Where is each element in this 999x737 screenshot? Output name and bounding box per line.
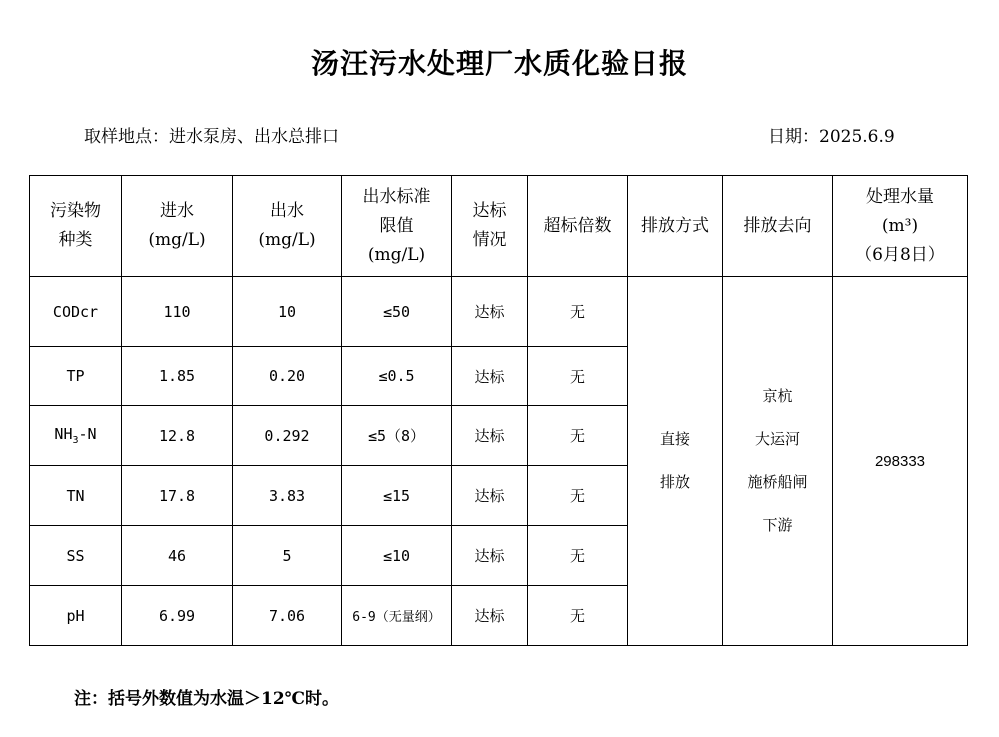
status-cell: 达标 [452, 406, 528, 466]
treated-volume-cell: 298333 [833, 277, 968, 646]
limit-cell: ≤10 [342, 526, 452, 586]
outflow-cell: 0.292 [233, 406, 342, 466]
header-volume [833, 176, 968, 277]
inflow-cell: 1.85 [122, 347, 233, 406]
param-cell: TP [30, 347, 122, 406]
table-row [30, 277, 968, 347]
limit-cell: 6-9（无量纲） [342, 586, 452, 646]
param-main: NH [54, 425, 73, 443]
destination-line4: 下游 [762, 516, 793, 534]
report-title: 汤汪污水处理厂水质化验日报 [310, 47, 688, 80]
exceed-cell: 无 [528, 466, 628, 526]
discharge-method-cell [628, 277, 723, 646]
header-outflow [233, 176, 342, 277]
header-destination: 排放去向 [723, 176, 833, 277]
destination-line3: 施桥船闸 [747, 473, 808, 491]
header-pollutant-line2: 种类 [58, 230, 93, 250]
outflow-cell: 3.83 [233, 466, 342, 526]
header-volume-line3: （6月8日） [855, 244, 945, 265]
outflow-cell: 10 [233, 277, 342, 347]
header-volume-line2: (m³) [881, 215, 919, 236]
status-cell: 达标 [452, 347, 528, 406]
limit-cell: ≤5（8） [342, 406, 452, 466]
discharge-method-line1: 直接 [659, 430, 690, 448]
status-cell: 达标 [452, 466, 528, 526]
param-subscript: 3 [72, 435, 79, 446]
inflow-cell: 46 [122, 526, 233, 586]
inflow-cell: 6.99 [122, 586, 233, 646]
exceed-cell: 无 [528, 277, 628, 347]
header-limit-line3: (mg/L) [367, 244, 426, 265]
param-cell: SS [30, 526, 122, 586]
inflow-cell: 17.8 [122, 466, 233, 526]
inflow-cell: 110 [122, 277, 233, 347]
footnote: 注：括号外数值为水温＞12℃时。 [74, 689, 340, 709]
param-cell: pH [30, 586, 122, 646]
header-limit-line2: 限值 [379, 215, 414, 236]
param-cell [30, 406, 122, 466]
header-row [30, 176, 968, 277]
status-cell: 达标 [452, 586, 528, 646]
header-limit [342, 176, 452, 277]
header-method: 排放方式 [628, 176, 723, 277]
outflow-cell: 5 [233, 526, 342, 586]
destination-line1: 京杭 [762, 387, 793, 405]
header-compliance-line1: 达标 [472, 201, 507, 221]
header-pollutant-line1: 污染物 [50, 201, 101, 221]
limit-cell: ≤0.5 [342, 347, 452, 406]
header-volume-line1: 处理水量 [866, 186, 934, 207]
report-date: 日期：2025.6.9 [768, 127, 895, 147]
param-tail: -N [78, 425, 97, 443]
discharge-method-line2: 排放 [659, 473, 690, 491]
inflow-cell: 12.8 [122, 406, 233, 466]
outflow-cell: 0.20 [233, 347, 342, 406]
header-inflow-line2: (mg/L) [148, 230, 206, 250]
header-compliance-line2: 情况 [472, 230, 507, 250]
status-cell: 达标 [452, 526, 528, 586]
destination-line2: 大运河 [754, 430, 800, 448]
header-exceed: 超标倍数 [528, 176, 628, 277]
outflow-cell: 7.06 [233, 586, 342, 646]
discharge-destination-cell [723, 277, 833, 646]
sampling-location: 取样地点：进水泵房、出水总排口 [84, 127, 339, 147]
limit-cell: ≤50 [342, 277, 452, 347]
header-outflow-line1: 出水 [270, 201, 304, 221]
water-quality-table [29, 175, 968, 646]
header-pollutant [30, 176, 122, 277]
limit-cell: ≤15 [342, 466, 452, 526]
param-cell: TN [30, 466, 122, 526]
header-compliance [452, 176, 528, 277]
status-cell: 达标 [452, 277, 528, 347]
exceed-cell: 无 [528, 586, 628, 646]
exceed-cell: 无 [528, 406, 628, 466]
header-outflow-line2: (mg/L) [258, 230, 316, 250]
param-cell: CODcr [30, 277, 122, 347]
exceed-cell: 无 [528, 347, 628, 406]
header-inflow [122, 176, 233, 277]
header-limit-line1: 出水标准 [362, 186, 431, 207]
header-inflow-line1: 进水 [160, 201, 194, 221]
exceed-cell: 无 [528, 526, 628, 586]
